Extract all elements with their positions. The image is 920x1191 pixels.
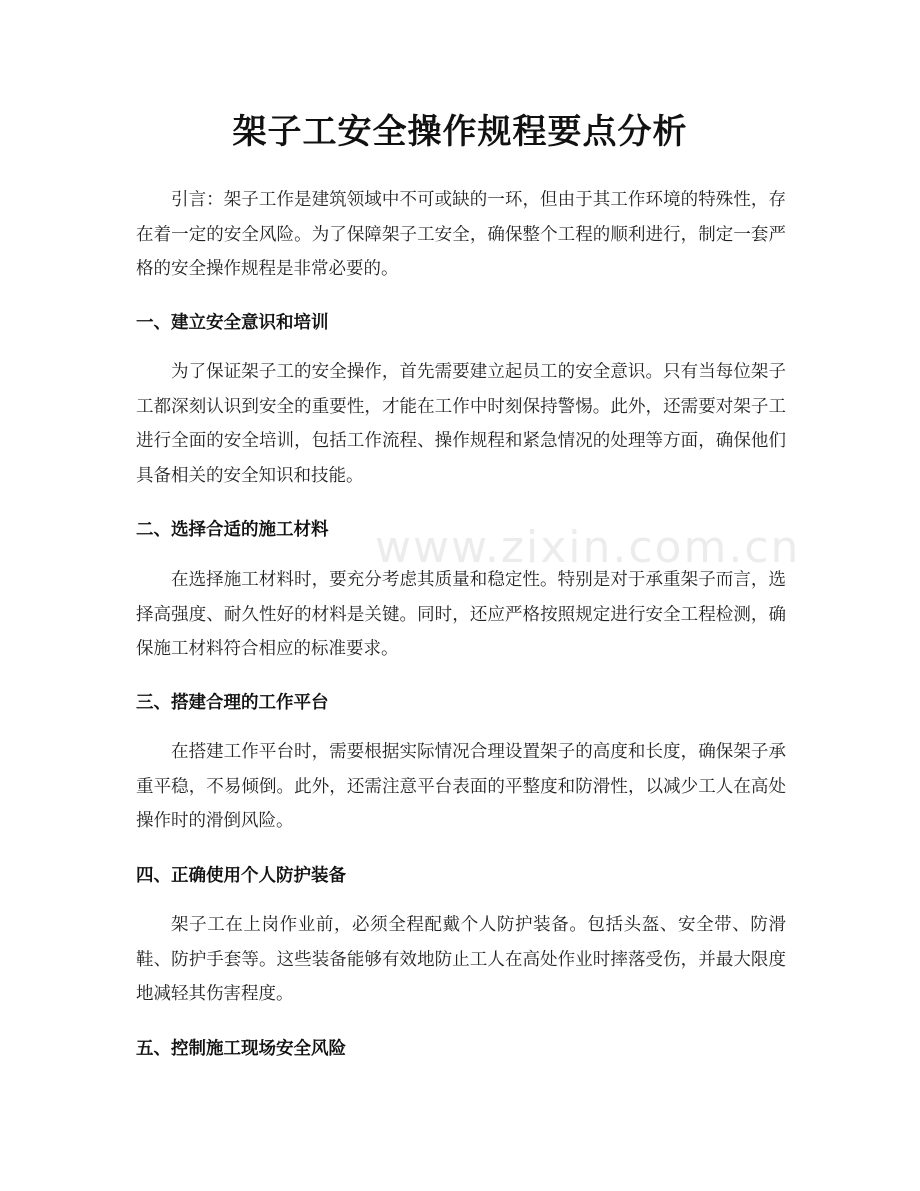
section-body-4: 架子工在上岗作业前，必须全程配戴个人防护装备。包括头盔、安全带、防滑鞋、防护手套等。这些装备能够有效地防止工人在高处作业时摔落受伤，并最大限度地减轻其伤害程度。	[136, 915, 786, 1004]
section-heading-5: 五、控制施工现场安全风险	[136, 1039, 346, 1059]
section-body-2: 在选择施工材料时，要充分考虑其质量和稳定性。特别是对于承重架子而言，选择高强度、耐久性好的材料是关键。同时，还应严格按照规定进行安全工程检测，确保施工材料符合相应的标准要求。	[136, 570, 786, 659]
intro-paragraph: 引言：架子工作是建筑领域中不可或缺的一环，但由于其工作环境的特殊性，存在着一定的安全风险。为了保障架子工安全，确保整个工程的顺利进行，制定一套严格的安全操作规程是非常必要的。	[136, 190, 786, 279]
watermark: www.zixin.com.cn	[375, 522, 801, 573]
section-heading-1: 一、建立安全意识和培训	[136, 313, 329, 333]
document-title: 架子工安全操作规程要点分析	[232, 112, 688, 152]
section-body-1: 为了保证架子工的安全操作，首先需要建立起员工的安全意识。只有当每位架子工都深刻认识到安全的重要性，才能在工作中时刻保持警惕。此外，还需要对架子工进行全面的安全培训，包括工作流程、操作规程和紧急情况的处理等方面，确保他们具备相关的安全知识和技能。	[136, 362, 786, 486]
section-heading-3: 三、搭建合理的工作平台	[136, 693, 329, 713]
section-heading-2: 二、选择合适的施工材料	[136, 520, 329, 540]
section-heading-4: 四、正确使用个人防护装备	[136, 866, 346, 886]
section-body-3: 在搭建工作平台时，需要根据实际情况合理设置架子的高度和长度，确保架子承重平稳，不易倾倒。此外，还需注意平台表面的平整度和防滑性，以减少工人在高处操作时的滑倒风险。	[136, 742, 786, 831]
